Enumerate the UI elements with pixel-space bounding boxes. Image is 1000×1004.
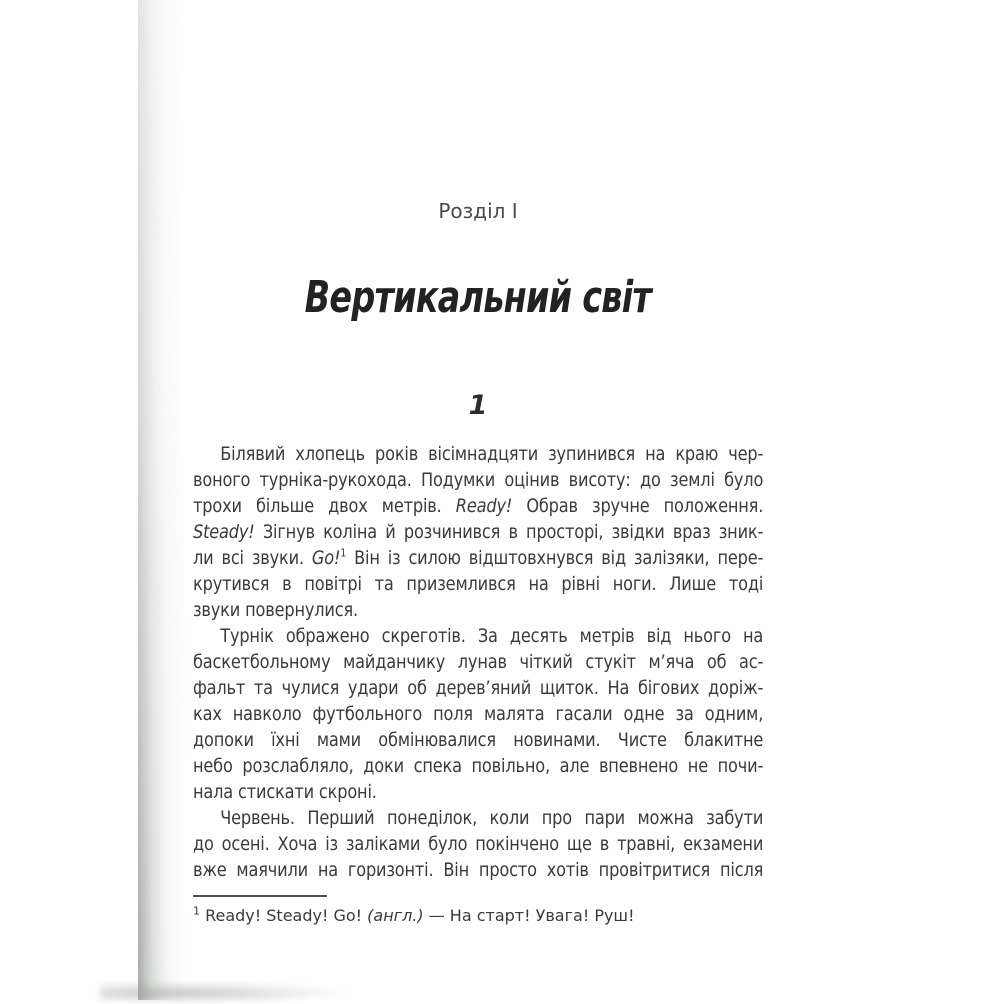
text-run: допоки їхні мами обмінювалися новинами. Чисте блакитне [193, 729, 764, 751]
footnote-text: — На старт! Увага! Руш! [423, 906, 635, 925]
text-line [193, 441, 763, 467]
text-line [193, 649, 763, 675]
text-line [193, 805, 763, 831]
text-run: ках навколо футбольного поля малята гасали одне за одним, [193, 703, 764, 725]
footnote-lang-note: (англ.) [367, 906, 424, 925]
text-run: Обрав зручне положення. [512, 495, 764, 517]
text-run: трохи більше двох метрів. [193, 495, 456, 517]
italic-english-phrase: Ready! [455, 495, 513, 517]
text-line [193, 779, 763, 805]
chapter-label: Розділ I [438, 199, 518, 223]
text-line [193, 493, 763, 519]
text-line [193, 753, 763, 779]
text-line [193, 675, 763, 701]
text-run: фальт та чулися удари об дерев’яний щиток. На бігових доріж- [193, 677, 764, 699]
text-line [193, 467, 763, 493]
text-line [193, 623, 763, 649]
body-text [193, 441, 763, 883]
footnote [193, 905, 763, 927]
text-line [193, 701, 763, 727]
footnote-separator [193, 895, 327, 897]
section-number: 1 [468, 390, 488, 421]
text-run: Він із силою відштовхнувся від залізяки, пере- [346, 547, 764, 569]
text-run: крутився в повітрі та приземлився на рівні ноги. Лише тоді [193, 573, 764, 595]
text-run: Зігнув коліна й розчинився в просторі, звідки враз зник- [254, 521, 764, 543]
text-line [193, 727, 763, 753]
text-run: нала стискати скроні. [193, 781, 377, 803]
text-run: ли всі звуки. [193, 547, 312, 569]
text-line [193, 545, 763, 571]
text-line [193, 519, 763, 545]
footnote-reference-mark: 1 [340, 546, 347, 560]
chapter-title-text: Вертикальний світ [304, 272, 652, 323]
footnote-text: Ready! Steady! Go! [205, 906, 368, 925]
text-line [193, 831, 763, 857]
chapter-title [193, 272, 763, 323]
text-run: воного турніка-рукохода. Подумки оцінив висоту: до землі було [193, 469, 764, 491]
text-line [193, 597, 763, 623]
text-run: Турнік ображено скреготів. За десять метрів від нього на [220, 625, 764, 647]
italic-english-phrase: Steady! [193, 521, 255, 543]
text-run: баскетбольному майданчику лунав чіткий стукіт м’яча об ас- [193, 651, 764, 673]
text-run: звуки повернулися. [193, 599, 359, 621]
text-run: небо розслабляло, доки спека повільно, але впевнено не почи- [193, 755, 764, 777]
text-run: вже маячили на горизонті. Він просто хотів провітритися після [193, 859, 764, 881]
text-line [193, 571, 763, 597]
text-run: до осені. Хоча із заліками було покінчено ще в травні, екзамени [193, 833, 764, 855]
page-content [193, 0, 763, 1000]
text-run: Червень. Перший понеділок, коли про пари можна забути [220, 807, 764, 829]
text-line [193, 857, 763, 883]
footnote-marker: 1 [193, 904, 200, 918]
page-spine-shadow [138, 0, 186, 1000]
text-run: Білявий хлопець років вісімнадцяти зупинився на краю чер- [220, 443, 764, 465]
italic-english-phrase: Go! [311, 547, 341, 569]
